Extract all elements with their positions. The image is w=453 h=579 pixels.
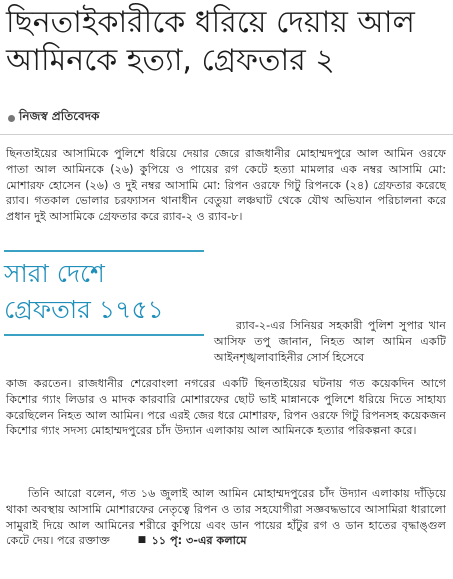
article-paragraph-3 [6, 486, 446, 549]
paragraph-1-text: ছিনতাইয়ের আসামিকে পুলিশে ধরিয়ে দেয়ার জেরে রাজধানীর মোহাম্মদপুরে আল আমিন ওরফে পাতা আল আমিনকে (২৬) কুপিয়ে ও পায়ের রগ কেটে হত্যা মামলার এক নম্বর আসামি মো: মোশারফ হোসেন (২৬) ও দুই নম্বর আসামি মো: রিপন ওরফে গিটু রিপনকে (২৪) গ্রেফতার করেছে র‌্যাব। গতকাল ভোলার চরফ্যাসন থানাধীন বেতুয়া লঞ্চঘাট থেকে যৌথ অভিযান পরিচালনা করে প্রধান দুই আসামিকে গ্রেফতার করে র‌্যাব-২ ও র‌্যাব-৮। [6, 147, 446, 224]
byline-text: নিজস্ব প্রতিবেদক [19, 109, 100, 123]
article-paragraph-2 [214, 318, 446, 365]
bullet-icon [8, 115, 15, 122]
paragraph-2-text: র‌্যাব-২-এর সিনিয়র সহকারী পুলিশ সুপার খান আসিফ তপু জানান, নিহত আল আমিন একটি আইনশৃঙ্খলাবাহিনীর সোর্স হিসেবে [214, 319, 446, 364]
headline [6, 4, 446, 80]
byline [8, 108, 99, 128]
pull-quote-line-1: সারা দেশে [4, 259, 105, 288]
pull-quote-line-2: গ্রেফতার ১৭৫১ [4, 295, 164, 324]
pull-quote [4, 250, 204, 336]
continuation-arrow-icon: ■ [137, 535, 147, 546]
paragraph-2-continued-text: কাজ করতেন। রাজধানীর শেরেবাংলা নগরের একটি ছিনতাইয়ের ঘটনায় গত কয়েকদিন আগে কিশোর গ্যাং লিডার ও মাদক কারবারি মোশারফের ছোট ভাই মান্নানকে পুলিশে ধরিয়ে দিতে সাহায্য করেছিলেন নিহত আল আমিন। পরে এরই জের ধরে মোশারফ, রিপন ওরফে গিটু রিপনসহ কয়েকজন কিশোর গ্যাং সদস্য মোহাম্মদপুরের চাঁদ উদ্যান এলাকায় আল আমিনকে হত্যার পরিকল্পনা করে। [6, 377, 446, 438]
divider [0, 134, 453, 135]
headline-line-1: ছিনতাইকারীকে ধরিয়ে দেয়ায় আল [6, 5, 415, 40]
paragraph-3-wrapper [6, 486, 446, 549]
article-paragraph-2-continued [6, 376, 446, 439]
paragraph-3-text: তিনি আরো বলেন, গত ১৬ জুলাই আল আমিন মোহাম্মদপুরের চাঁদ উদ্যান এলাকায় দাঁড়িয়ে থাকা অবস্থায় আসামি মোশারফের নেতৃত্বে রিপন ও তার সহযোগীরা সজ্ঞবদ্ধভাবে আসামিরা ধারালো সামুরাই দিয়ে আল আমিনের শরীরে কুপিয়ে এবং ডান পায়ের হাঁটুর রগ ও ডান হাতের বৃদ্ধাঙ্গুল কেটে দেয়। পরে রক্তাক্ত [6, 487, 446, 548]
article-paragraph-1 [6, 146, 446, 225]
headline-line-2: আমিনকে হত্যা, গ্রেফতার ২ [6, 43, 335, 78]
continuation-link[interactable]: ১১ পৃ: ৩-এর কলামে [151, 534, 247, 548]
